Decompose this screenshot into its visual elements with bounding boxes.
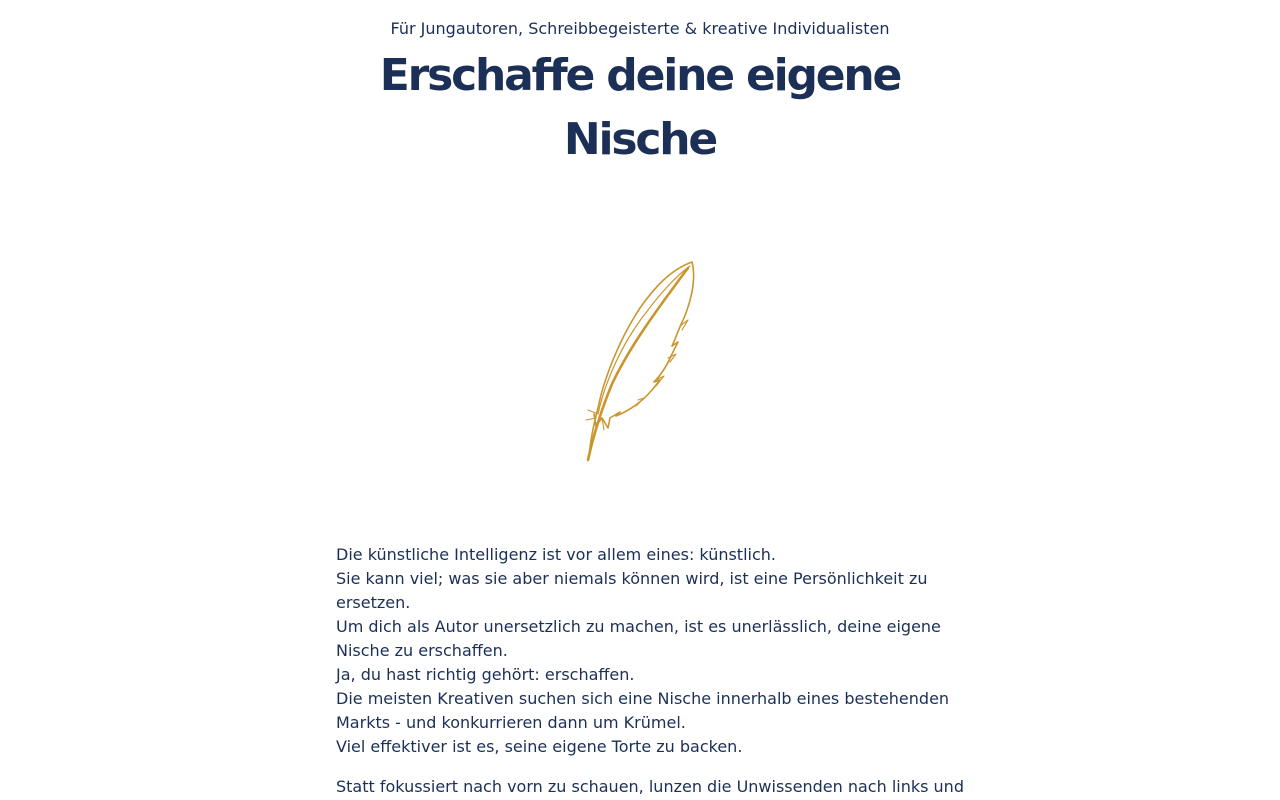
intro-line: Die meisten Kreativen suchen sich eine Nische innerhalb eines bestehenden: [336, 689, 950, 708]
intro-text: [336, 543, 964, 799]
intro-line: Die künstliche Intelligenz ist vor allem eines: künstlich.: [336, 545, 776, 564]
title-line-1: Erschaffe deine eigene: [379, 50, 901, 101]
intro-line: Ja, du hast richtig gehört: erschaffen.: [336, 665, 635, 684]
intro-line: Um dich als Autor unersetzlich zu machen, ist es unerlässlich, deine eigene: [336, 617, 941, 636]
page-title: [340, 44, 940, 172]
intro-line: Sie kann viel; was sie aber niemals können wird, ist eine Persönlichkeit zu: [336, 569, 928, 588]
hero-kicker: Für Jungautoren, Schreibbegeisterte & kreative Individualisten: [390, 19, 890, 38]
intro-line: Viel effektiver ist es, seine eigene Torte zu backen.: [336, 737, 743, 756]
feather-quill-icon: [580, 258, 700, 463]
title-line-2: Nische: [563, 114, 717, 165]
next-paragraph: Statt fokussiert nach vorn zu schauen, lunzen die Unwissenden nach links und: [336, 777, 964, 796]
intro-line: Nische zu erschaffen.: [336, 641, 508, 660]
intro-line: Markts - und konkurrieren dann um Krümel.: [336, 713, 686, 732]
intro-line: ersetzen.: [336, 593, 411, 612]
